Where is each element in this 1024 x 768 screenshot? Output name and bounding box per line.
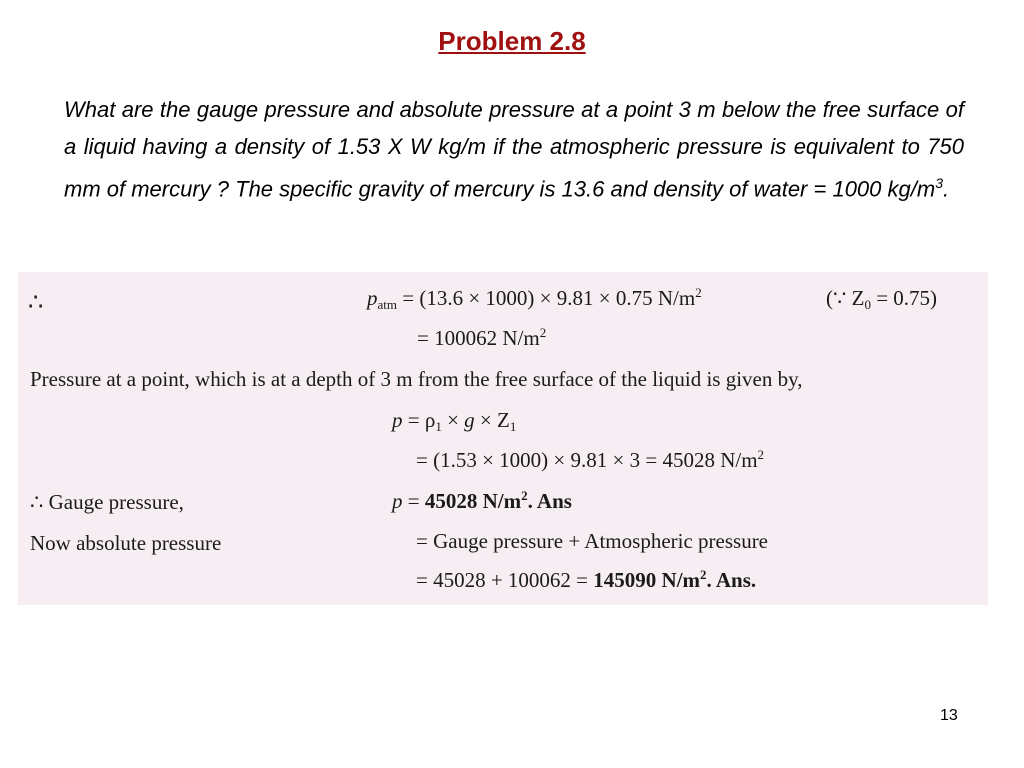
problem-superscript: 3 bbox=[935, 175, 943, 191]
page-number: 13 bbox=[940, 707, 958, 724]
patm-equation bbox=[367, 286, 702, 311]
abs-sup: 2 bbox=[700, 567, 707, 582]
gauge-eq: = bbox=[402, 489, 425, 513]
problem-end: . bbox=[942, 176, 950, 202]
patm-sub: atm bbox=[377, 297, 397, 312]
gauge-value: 45028 N/m bbox=[424, 489, 522, 513]
gauge-var: p bbox=[392, 489, 403, 513]
note-open: (∵ Z bbox=[826, 286, 865, 310]
note-sub: 0 bbox=[864, 297, 871, 312]
p-value bbox=[416, 448, 764, 473]
p-formula bbox=[392, 408, 516, 433]
slide-title: Problem 2.8 bbox=[438, 26, 586, 56]
p-value-sup: 2 bbox=[757, 447, 765, 462]
p-value-text: = (1.53 × 1000) × 9.81 × 3 = 45028 N/m bbox=[416, 448, 758, 472]
problem-statement bbox=[64, 92, 964, 208]
abs-calc: = 45028 + 100062 = bbox=[416, 568, 594, 592]
note-close: = 0.75) bbox=[870, 286, 938, 310]
patm-eq: = (13.6 × 1000) × 9.81 × 0.75 N/m bbox=[402, 286, 696, 310]
abs-result bbox=[416, 568, 756, 593]
patm-result bbox=[417, 326, 546, 351]
patm-note bbox=[826, 286, 937, 311]
patm-result-text: = 100062 N/m bbox=[417, 326, 540, 350]
abs-label: Now absolute pressure bbox=[30, 531, 222, 555]
patm-result-sup: 2 bbox=[539, 325, 547, 340]
p-formula-c: × Z bbox=[474, 408, 510, 432]
p-g: g bbox=[464, 408, 475, 432]
p-sub1: 1 bbox=[435, 419, 442, 434]
gauge-result bbox=[392, 489, 572, 514]
depth-sentence: Pressure at a point, which is at a depth of 3 m from the free surface of the liquid is given by, bbox=[30, 367, 803, 391]
p-formula-b: × bbox=[441, 408, 465, 432]
patm-sup: 2 bbox=[695, 285, 702, 300]
abs-value: 145090 N/m bbox=[593, 568, 701, 592]
gauge-ans: . Ans bbox=[527, 489, 572, 513]
patm-var: p bbox=[367, 286, 378, 310]
problem-text: What are the gauge pressure and absolute pressure at a point 3 m below the free surface of a liquid having a density of 1.53 X W kg/m if the atmospheric pressure is equivalent to 750 mm of mercury ? The specific gravity of mercury is 13.6 and density of water = 1000 kg/m bbox=[64, 97, 964, 202]
p-formula-a: = ρ bbox=[402, 408, 436, 432]
p-var: p bbox=[392, 408, 403, 432]
p-sub2: 1 bbox=[509, 419, 517, 434]
gauge-label: ∴ Gauge pressure, bbox=[30, 490, 184, 514]
therefore-symbol: ∴ bbox=[28, 290, 44, 316]
abs-ans: . Ans. bbox=[706, 568, 757, 592]
solution-scan bbox=[18, 272, 988, 605]
abs-formula: = Gauge pressure + Atmospheric pressure bbox=[416, 529, 769, 553]
gauge-sup: 2 bbox=[521, 488, 528, 503]
